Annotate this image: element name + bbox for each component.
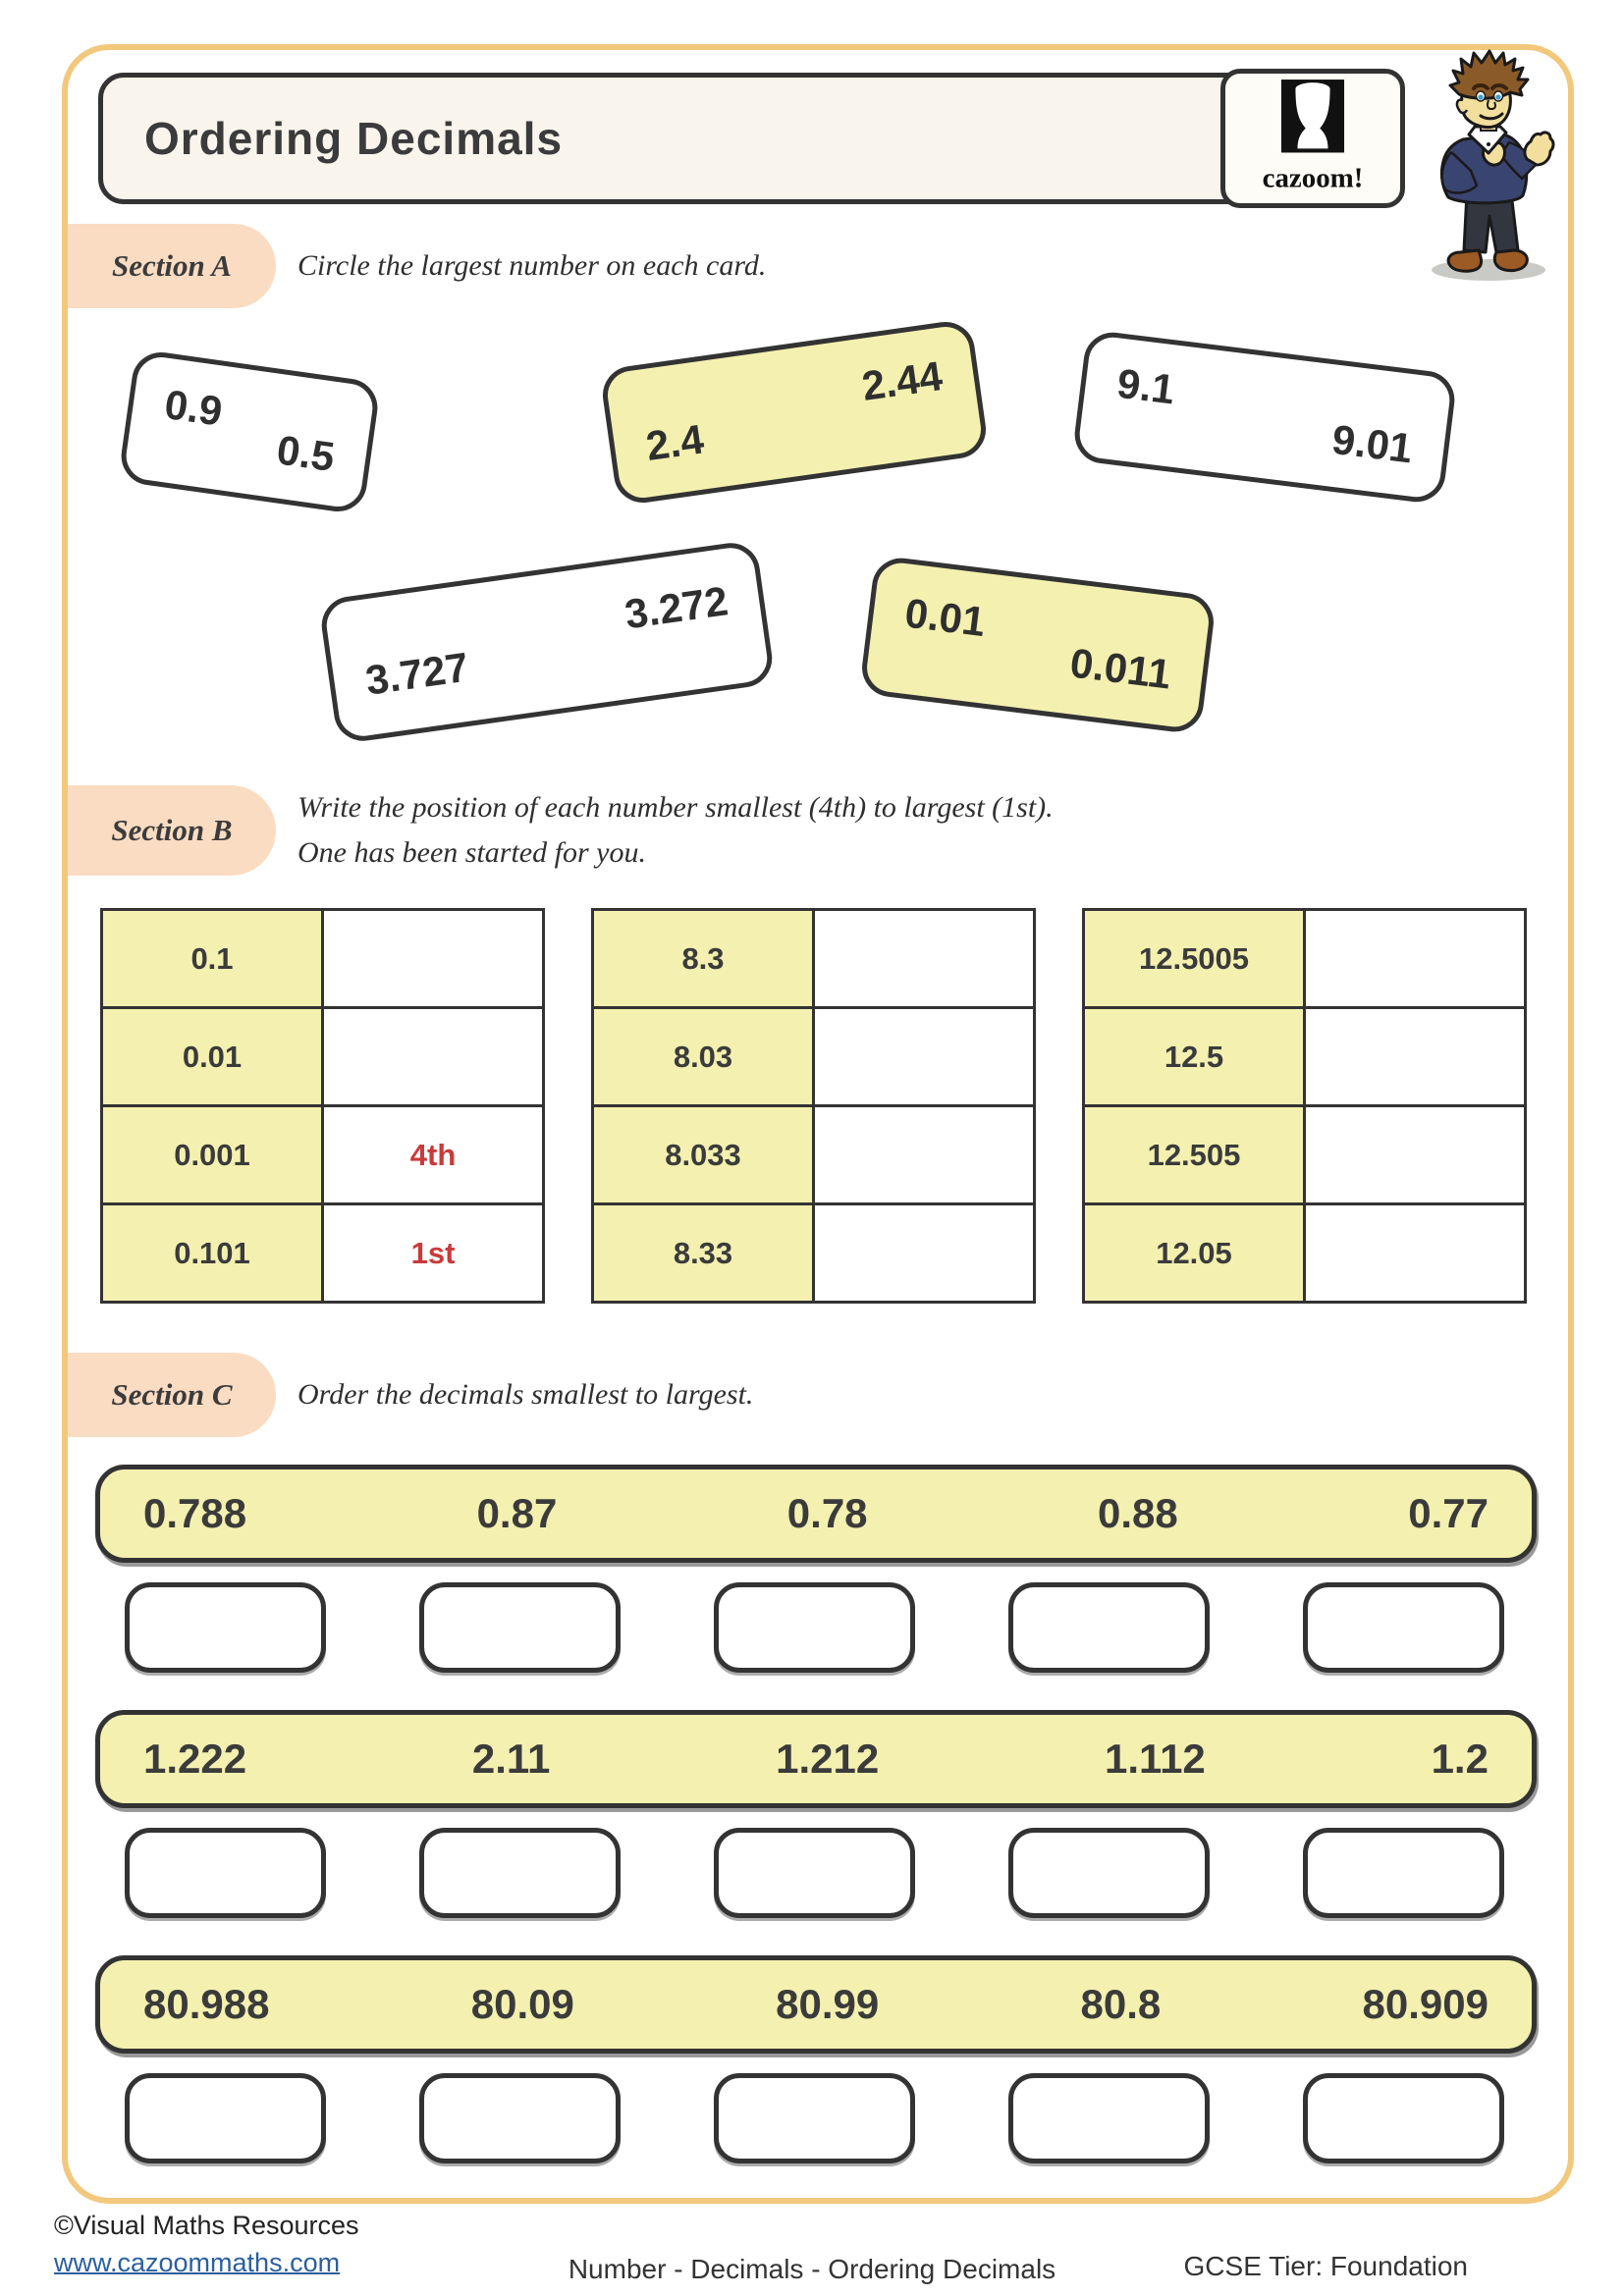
position-cell[interactable] (323, 1008, 544, 1106)
position-cell[interactable]: 1st (323, 1204, 544, 1303)
position-cell[interactable] (323, 910, 544, 1008)
strip-number: 1.112 (1105, 1735, 1206, 1782)
strip-number: 0.77 (1408, 1490, 1489, 1536)
decimal-strip (95, 1465, 1537, 1563)
copyright-text: ©Visual Maths Resources (54, 2211, 359, 2240)
card-number[interactable]: 0.01 (902, 589, 989, 646)
website-link[interactable]: www.cazoommaths.com (54, 2248, 341, 2277)
title-box (98, 73, 1396, 204)
section-a-badge (68, 224, 276, 308)
table-row (1084, 1204, 1526, 1303)
strip-number: 2.11 (471, 1735, 551, 1782)
answer-box[interactable] (1008, 2073, 1210, 2163)
section-a-instruction: Circle the largest number on each card. (298, 249, 767, 282)
card-number[interactable]: 0.9 (161, 381, 226, 435)
decimal-cell: 8.033 (593, 1106, 814, 1204)
ordering-table-3 (1082, 908, 1527, 1304)
card-number[interactable]: 2.4 (643, 415, 707, 470)
decimal-cell: 0.001 (102, 1106, 323, 1204)
strip-number: 1.212 (776, 1735, 880, 1782)
answer-box-row (125, 2073, 1504, 2163)
section-b-instruction: Write the position of each number smallest (4th) to largest (1st). One has been started for you. (298, 791, 1054, 869)
decimal-strip (95, 1710, 1537, 1808)
card-number[interactable]: 9.1 (1114, 359, 1177, 413)
section-c-instruction: Order the decimals smallest to largest. (298, 1378, 754, 1411)
position-cell[interactable] (1305, 1106, 1526, 1204)
decimal-cell: 0.101 (102, 1204, 323, 1303)
answer-box-row (125, 1828, 1504, 1918)
answer-box[interactable] (1303, 1582, 1504, 1673)
card-number[interactable]: 3.272 (622, 577, 731, 638)
position-cell[interactable] (1305, 1204, 1526, 1303)
section-c-label: Section C (111, 1377, 233, 1412)
card-number[interactable]: 0.5 (274, 426, 338, 481)
section-a-label: Section A (111, 248, 232, 283)
section-c-badge (68, 1353, 276, 1437)
decimal-cell: 0.01 (102, 1008, 323, 1106)
decimal-cell: 8.03 (593, 1008, 814, 1106)
table-row (593, 1204, 1035, 1303)
decimal-cell: 12.05 (1084, 1204, 1305, 1303)
decimal-cell: 8.3 (593, 910, 814, 1008)
strip-number: 80.988 (143, 1981, 270, 2027)
answer-box[interactable] (714, 1582, 915, 1673)
page-title: Ordering Decimals (144, 113, 564, 164)
answer-box[interactable] (419, 1582, 621, 1673)
strip-number: 1.222 (143, 1735, 247, 1782)
strip-number: 80.99 (776, 1981, 880, 2027)
answer-box[interactable] (1008, 1582, 1210, 1673)
topic-breadcrumb: Number - Decimals - Ordering Decimals (568, 2254, 1056, 2284)
strip-number: 0.788 (143, 1490, 247, 1536)
card-number[interactable]: 0.011 (1067, 639, 1174, 698)
table-row (1084, 910, 1526, 1008)
card-number[interactable]: 3.727 (362, 643, 472, 704)
position-cell[interactable] (1305, 1008, 1526, 1106)
table-row (1084, 1008, 1526, 1106)
strip-number: 80.09 (470, 1981, 574, 2027)
table-row (593, 910, 1035, 1008)
cazoom-logo-icon (1239, 78, 1386, 199)
table-row (593, 1106, 1035, 1204)
position-cell[interactable] (814, 910, 1035, 1008)
table-row (1084, 1106, 1526, 1204)
answer-box[interactable] (125, 1828, 326, 1918)
position-cell[interactable] (814, 1204, 1035, 1303)
table-row (102, 1008, 544, 1106)
answer-box[interactable] (1008, 1828, 1210, 1918)
strip-number: 0.88 (1098, 1490, 1178, 1536)
table-row (593, 1008, 1035, 1106)
mascot-boy-illustration (1412, 49, 1569, 285)
decimal-cell: 12.505 (1084, 1106, 1305, 1204)
strip-number: 0.87 (476, 1490, 558, 1536)
table-row (102, 1106, 544, 1204)
decimal-cell: 12.5005 (1084, 910, 1305, 1008)
strip-number: 1.2 (1431, 1735, 1489, 1782)
table-row (102, 910, 544, 1008)
card-number[interactable]: 2.44 (858, 351, 946, 409)
answer-box[interactable] (1303, 1828, 1504, 1918)
cazoom-logo-box (1220, 69, 1405, 208)
section-b-badge (68, 785, 276, 876)
position-cell[interactable] (814, 1008, 1035, 1106)
answer-box[interactable] (714, 1828, 915, 1918)
answer-box[interactable] (419, 2073, 621, 2163)
strip-number: 80.8 (1080, 1981, 1162, 2027)
answer-box[interactable] (125, 1582, 326, 1673)
card-number[interactable]: 9.01 (1329, 415, 1416, 472)
position-cell[interactable] (1305, 910, 1526, 1008)
answer-box[interactable] (125, 2073, 326, 2163)
answer-box-row (125, 1582, 1504, 1673)
decimal-cell: 8.33 (593, 1204, 814, 1303)
answer-box[interactable] (714, 2073, 915, 2163)
position-cell[interactable] (814, 1106, 1035, 1204)
decimal-cell: 0.1 (102, 910, 323, 1008)
answer-box[interactable] (1303, 2073, 1504, 2163)
decimal-strip (95, 1955, 1537, 2054)
cazoom-logo-text: cazoom! (1262, 162, 1364, 194)
position-cell[interactable]: 4th (323, 1106, 544, 1204)
tier-label: GCSE Tier: Foundation (1183, 2251, 1468, 2281)
answer-box[interactable] (419, 1828, 621, 1918)
strip-number: 0.78 (786, 1490, 868, 1536)
section-b-label: Section B (111, 813, 233, 847)
decimal-cell: 12.5 (1084, 1008, 1305, 1106)
table-row (102, 1204, 544, 1303)
ordering-table-1 (100, 908, 545, 1304)
strip-number: 80.909 (1362, 1981, 1489, 2027)
ordering-table-2 (591, 908, 1036, 1304)
